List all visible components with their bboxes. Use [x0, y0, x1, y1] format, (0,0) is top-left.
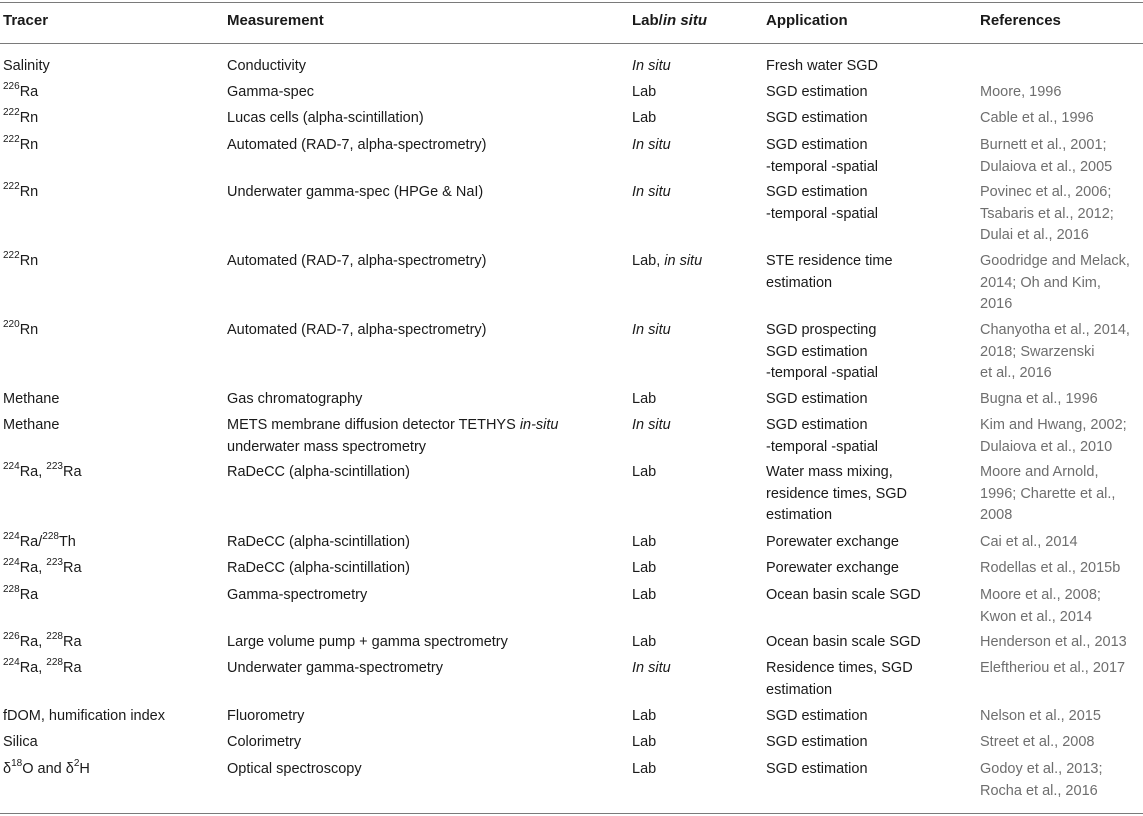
- application-cell: [766, 182, 878, 225]
- application-line: STE residence time: [766, 253, 893, 269]
- application-line: Porewater exchange: [766, 560, 899, 576]
- tracer-superscript: 222: [3, 134, 20, 146]
- measurement-cell: [227, 632, 508, 654]
- lab-cell: [632, 415, 671, 437]
- measurement-line: [227, 437, 559, 459]
- application-line: -temporal -spatial: [766, 205, 879, 222]
- tracer-cell: [3, 585, 38, 607]
- measurement-line: [227, 135, 487, 157]
- reference-line: 1996; Charette et al.,: [980, 485, 1116, 502]
- lab-cell: [632, 732, 656, 754]
- tracer-text: Ra/: [19, 534, 43, 550]
- tracer-superscript: 228: [3, 584, 20, 596]
- tracer-superscript: 226: [3, 81, 20, 93]
- tracer-text: Ra: [62, 464, 82, 480]
- measurement-text: RaDeCC (alpha-scintillation): [227, 464, 410, 480]
- reference-line: Cai et al., 2014: [980, 534, 1078, 550]
- tracer-text: Salinity: [3, 58, 50, 74]
- references-cell: [980, 82, 1061, 104]
- lab-text: In situ: [632, 58, 671, 74]
- application-line: SGD estimation: [766, 761, 868, 777]
- lab-text: Lab: [632, 534, 657, 550]
- tracer-text: Methane: [3, 417, 60, 433]
- application-line: SGD estimation: [766, 708, 868, 724]
- references-cell: [980, 585, 1101, 628]
- reference-line: Moore and Arnold,: [980, 464, 1099, 480]
- measurement-cell: [227, 389, 362, 411]
- reference-line: 2018; Swarzenski: [980, 343, 1095, 360]
- measurement-cell: [227, 732, 301, 754]
- measurement-cell: [227, 108, 424, 130]
- tracer-text: Ra: [19, 587, 39, 603]
- tracer-text: Rn: [19, 322, 39, 338]
- tracer-superscript: 223: [46, 461, 63, 473]
- application-cell: [766, 320, 878, 385]
- tracer-text: Ra: [62, 660, 82, 676]
- measurement-line: [227, 732, 301, 754]
- header-references: References: [980, 12, 1061, 29]
- tracer-superscript: 228: [42, 531, 59, 543]
- tracer-superscript: 228: [46, 657, 63, 669]
- measurement-text: Large volume pump + gamma spectrometry: [227, 634, 508, 650]
- tracer-cell: [3, 135, 38, 157]
- measurement-cell: [227, 462, 410, 484]
- application-line: Ocean basin scale SGD: [766, 587, 921, 603]
- application-cell: [766, 56, 878, 78]
- header-rule: [0, 43, 1143, 44]
- measurement-line: [227, 585, 367, 607]
- lab-cell: [632, 658, 671, 680]
- table-bottom-rule: [0, 813, 1143, 814]
- lab-cell: [632, 759, 656, 781]
- measurement-line: [227, 108, 424, 130]
- measurement-text: Gas chromatography: [227, 391, 363, 407]
- measurement-text: Lucas cells (alpha-scintillation): [227, 110, 424, 126]
- lab-text: In situ: [632, 417, 671, 433]
- references-cell: [980, 462, 1115, 527]
- references-cell: [980, 182, 1114, 247]
- tracer-text: Ra,: [19, 634, 47, 650]
- references-cell: [980, 759, 1103, 802]
- application-line: estimation: [766, 274, 833, 291]
- measurement-line: [227, 320, 487, 342]
- application-cell: [766, 585, 921, 607]
- tracer-cell: [3, 558, 82, 580]
- tracer-text: Ra: [62, 560, 82, 576]
- references-cell: [980, 108, 1094, 130]
- tracer-cell: [3, 532, 76, 554]
- reference-line: Eleftheriou et al., 2017: [980, 660, 1126, 676]
- measurement-cell: [227, 759, 362, 781]
- tracer-text: Silica: [3, 734, 38, 750]
- measurement-line: [227, 462, 410, 484]
- tracer-cell: [3, 658, 82, 680]
- measurement-cell: [227, 182, 483, 204]
- application-line: estimation: [766, 507, 833, 523]
- application-line: Fresh water SGD: [766, 58, 878, 74]
- measurement-cell: [227, 56, 306, 78]
- application-cell: [766, 759, 868, 781]
- tracer-text: O and δ: [22, 761, 74, 777]
- references-cell: [980, 706, 1101, 728]
- measurement-cell: [227, 82, 314, 104]
- tracer-cell: [3, 251, 38, 273]
- application-line: estimation: [766, 681, 833, 698]
- reference-line: Tsabaris et al., 2012;: [980, 205, 1114, 222]
- measurement-line: [227, 251, 487, 273]
- application-line: SGD prospecting: [766, 322, 877, 338]
- reference-line: 2016: [980, 296, 1013, 312]
- references-cell: [980, 415, 1127, 458]
- application-line: SGD estimation: [766, 734, 868, 750]
- measurement-text: Automated (RAD-7, alpha-spectrometry): [227, 253, 487, 269]
- measurement-text: RaDeCC (alpha-scintillation): [227, 534, 410, 550]
- application-cell: [766, 706, 868, 728]
- application-cell: [766, 389, 868, 411]
- tracer-text: Ra: [62, 634, 82, 650]
- lab-text: Lab: [632, 634, 657, 650]
- tracer-text: Rn: [19, 184, 39, 200]
- references-cell: [980, 320, 1130, 385]
- tracer-text: Ra,: [19, 464, 47, 480]
- measurement-text: Underwater gamma-spec (HPGe & NaI): [227, 184, 484, 200]
- reference-line: Cable et al., 1996: [980, 110, 1094, 126]
- application-line: Water mass mixing,: [766, 464, 893, 480]
- application-cell: [766, 558, 899, 580]
- header-in-situ-label: in situ: [662, 12, 708, 29]
- reference-line: Moore, 1996: [980, 84, 1062, 100]
- references-cell: [980, 389, 1098, 411]
- reference-line: Chanyotha et al., 2014,: [980, 322, 1130, 338]
- lab-text: Lab: [632, 761, 657, 777]
- header-lab-in-situ: [632, 12, 707, 29]
- reference-line: 2008: [980, 507, 1013, 523]
- measurement-cell: [227, 658, 443, 680]
- measurement-text: Fluorometry: [227, 708, 305, 724]
- application-line: SGD estimation: [766, 184, 868, 200]
- reference-line: Godoy et al., 2013;: [980, 761, 1103, 777]
- measurement-italic: in-situ: [519, 417, 559, 433]
- reference-line: Henderson et al., 2013: [980, 634, 1127, 650]
- application-line: SGD estimation: [766, 84, 868, 100]
- lab-text: Lab: [632, 84, 657, 100]
- measurement-line: [227, 759, 362, 781]
- application-line: Residence times, SGD: [766, 660, 913, 676]
- lab-cell: [632, 182, 671, 204]
- application-line: residence times, SGD: [766, 485, 908, 502]
- header-measurement: Measurement: [227, 12, 324, 29]
- tracer-cell: [3, 182, 38, 204]
- tracer-cell: [3, 732, 38, 754]
- reference-line: Rocha et al., 2016: [980, 782, 1098, 799]
- tracer-cell: [3, 759, 90, 781]
- tracer-superscript: 18: [11, 758, 23, 770]
- application-cell: [766, 632, 921, 654]
- tracer-superscript: 228: [46, 631, 63, 643]
- measurement-line: [227, 82, 314, 104]
- references-cell: [980, 658, 1125, 680]
- lab-text: Lab: [632, 587, 657, 603]
- references-cell: [980, 251, 1130, 316]
- measurement-text: METS membrane diffusion detector TETHYS: [227, 417, 520, 433]
- references-cell: [980, 558, 1120, 580]
- tracer-cell: [3, 632, 82, 654]
- reference-line: Moore et al., 2008;: [980, 587, 1101, 603]
- tracer-superscript: 224: [3, 657, 20, 669]
- lab-cell: [632, 585, 656, 607]
- tracer-superscript: 222: [3, 107, 20, 119]
- tracer-superscript: 223: [46, 557, 63, 569]
- application-cell: [766, 82, 868, 104]
- application-cell: [766, 732, 868, 754]
- references-cell: [980, 632, 1127, 654]
- reference-line: Dulaiova et al., 2010: [980, 438, 1113, 455]
- measurement-text: underwater mass spectrometry: [227, 438, 427, 455]
- tracer-cell: [3, 389, 59, 411]
- lab-cell: [632, 56, 671, 78]
- lab-text: Lab: [632, 734, 657, 750]
- tracer-text: Rn: [19, 137, 39, 153]
- reference-line: Kim and Hwang, 2002;: [980, 417, 1127, 433]
- lab-cell: [632, 632, 656, 654]
- tracer-text: Ra: [19, 84, 39, 100]
- references-cell: [980, 135, 1112, 178]
- lab-cell: [632, 320, 671, 342]
- measurement-text: RaDeCC (alpha-scintillation): [227, 560, 410, 576]
- tracer-superscript: 226: [3, 631, 20, 643]
- measurement-line: [227, 415, 559, 437]
- lab-text: Lab: [632, 560, 657, 576]
- measurement-text: Conductivity: [227, 58, 306, 74]
- application-line: SGD estimation: [766, 391, 868, 407]
- measurement-cell: [227, 251, 487, 273]
- application-line: SGD estimation: [766, 417, 868, 433]
- lab-text: in situ: [664, 253, 703, 269]
- measurement-text: Automated (RAD-7, alpha-spectrometry): [227, 322, 487, 338]
- tracer-text: Rn: [19, 110, 39, 126]
- application-line: -temporal -spatial: [766, 365, 879, 381]
- lab-text: In situ: [632, 660, 671, 676]
- tracer-superscript: 222: [3, 250, 20, 262]
- tracer-cell: [3, 56, 50, 78]
- lab-text: In situ: [632, 137, 671, 153]
- tracer-superscript: 224: [3, 557, 20, 569]
- reference-line: Dulaiova et al., 2005: [980, 158, 1113, 175]
- tracer-cell: [3, 108, 38, 130]
- measurement-text: Optical spectroscopy: [227, 761, 362, 777]
- reference-line: Rodellas et al., 2015b: [980, 560, 1121, 576]
- application-line: Ocean basin scale SGD: [766, 634, 921, 650]
- measurement-text: Underwater gamma-spectrometry: [227, 660, 443, 676]
- lab-cell: [632, 251, 702, 273]
- references-cell: [980, 532, 1078, 554]
- measurement-line: [227, 632, 508, 654]
- application-cell: [766, 135, 878, 178]
- measurement-text: Colorimetry: [227, 734, 302, 750]
- references-cell: [980, 732, 1094, 754]
- measurement-line: [227, 658, 443, 680]
- lab-text: Lab: [632, 110, 657, 126]
- lab-cell: [632, 462, 656, 484]
- lab-cell: [632, 108, 656, 130]
- measurement-line: [227, 706, 304, 728]
- tracer-text: Th: [58, 534, 76, 550]
- tracer-superscript: 2: [73, 758, 80, 770]
- table-top-rule: [0, 2, 1143, 3]
- tracer-cell: [3, 415, 59, 437]
- application-line: -temporal -spatial: [766, 158, 879, 175]
- tracer-superscript: 222: [3, 181, 20, 193]
- application-cell: [766, 108, 868, 130]
- measurement-cell: [227, 135, 487, 157]
- tracer-superscript: 224: [3, 461, 20, 473]
- reference-line: et al., 2016: [980, 365, 1052, 381]
- measurement-cell: [227, 532, 410, 554]
- measurement-line: [227, 532, 410, 554]
- application-cell: [766, 532, 899, 554]
- header-lab-label: Lab/: [632, 12, 663, 29]
- application-cell: [766, 415, 878, 458]
- lab-cell: [632, 532, 656, 554]
- application-line: -temporal -spatial: [766, 438, 879, 455]
- reference-line: Goodridge and Melack,: [980, 253, 1130, 269]
- tracer-text: Rn: [19, 253, 39, 269]
- header-tracer: Tracer: [3, 12, 49, 29]
- lab-cell: [632, 82, 656, 104]
- measurement-cell: [227, 320, 487, 342]
- measurement-cell: [227, 415, 559, 458]
- measurement-line: [227, 558, 410, 580]
- lab-text: Lab: [632, 391, 657, 407]
- measurement-cell: [227, 558, 410, 580]
- lab-text: In situ: [632, 322, 671, 338]
- tracer-cell: [3, 462, 82, 484]
- header-application: Application: [766, 12, 848, 29]
- lab-text: In situ: [632, 184, 671, 200]
- lab-cell: [632, 706, 656, 728]
- measurement-line: [227, 389, 362, 411]
- measurement-text: Gamma-spectrometry: [227, 587, 368, 603]
- application-cell: [766, 462, 907, 527]
- tracer-superscript: 220: [3, 319, 20, 331]
- tracer-cell: [3, 320, 38, 342]
- lab-cell: [632, 135, 671, 157]
- tracer-text: Ra,: [19, 660, 47, 676]
- application-line: SGD estimation: [766, 110, 868, 126]
- lab-text: Lab: [632, 464, 657, 480]
- application-cell: [766, 658, 913, 701]
- reference-line: Bugna et al., 1996: [980, 391, 1098, 407]
- lab-text: Lab: [632, 708, 657, 724]
- tracer-cell: [3, 82, 38, 104]
- measurement-text: Gamma-spec: [227, 84, 315, 100]
- tracer-text: fDOM, humification index: [3, 708, 165, 724]
- application-line: SGD estimation: [766, 137, 868, 153]
- tracer-cell: [3, 706, 165, 728]
- tracer-text: δ: [3, 761, 12, 777]
- tracer-text: Ra,: [19, 560, 47, 576]
- measurement-cell: [227, 585, 367, 607]
- reference-line: 2014; Oh and Kim,: [980, 274, 1101, 291]
- lab-text: Lab,: [632, 253, 665, 269]
- lab-cell: [632, 558, 656, 580]
- application-line: SGD estimation: [766, 343, 868, 360]
- reference-line: Street et al., 2008: [980, 734, 1095, 750]
- measurement-line: [227, 182, 483, 204]
- lab-cell: [632, 389, 656, 411]
- tracer-superscript: 224: [3, 531, 20, 543]
- tracer-text: H: [79, 761, 90, 777]
- application-cell: [766, 251, 893, 294]
- reference-line: Burnett et al., 2001;: [980, 137, 1107, 153]
- measurement-line: [227, 56, 306, 78]
- application-line: Porewater exchange: [766, 534, 899, 550]
- measurement-text: Automated (RAD-7, alpha-spectrometry): [227, 137, 487, 153]
- reference-line: Dulai et al., 2016: [980, 227, 1089, 243]
- reference-line: Kwon et al., 2014: [980, 608, 1093, 625]
- reference-line: Nelson et al., 2015: [980, 708, 1101, 724]
- tracer-text: Methane: [3, 391, 60, 407]
- reference-line: Povinec et al., 2006;: [980, 184, 1112, 200]
- measurement-cell: [227, 706, 304, 728]
